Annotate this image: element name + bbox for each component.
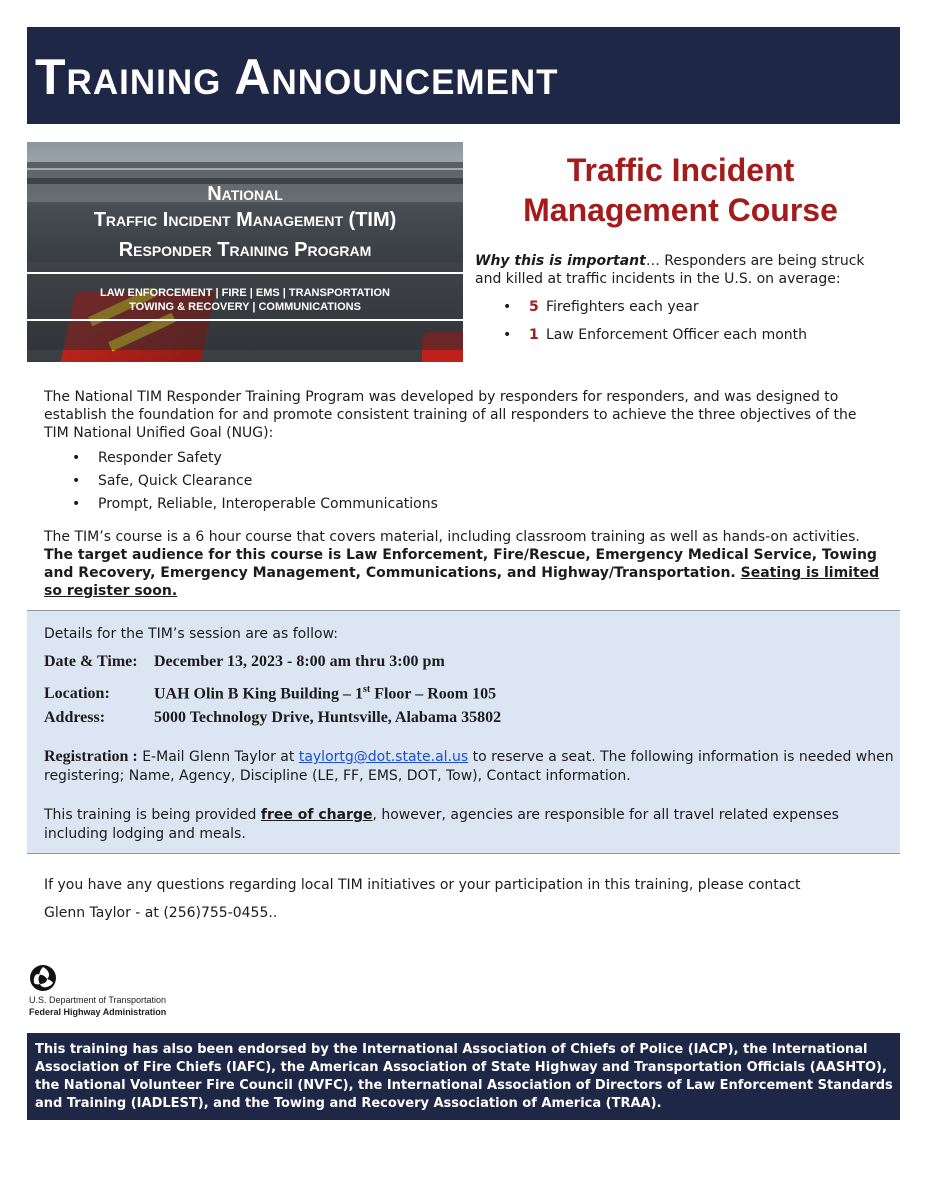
bullet: • — [72, 450, 81, 466]
hero-heading-line2: Traffic Incident Management (TIM) — [93, 209, 397, 231]
bullet: • — [503, 327, 512, 343]
registration-text-rest: to reserve a seat. The following information is needed when registering; Name, Agency, Discipline (LE, FF, EMS, DOT, Tow), Contact information. — [44, 749, 894, 784]
registration-label: Registration : — [44, 748, 138, 765]
hero-disciplines-line2: TOWING & RECOVERY | COMMUNICATIONS — [129, 301, 361, 313]
location-superscript: st — [362, 684, 371, 695]
location-value: UAH Olin B King Building – 1 — [154, 685, 363, 703]
bullet: • — [72, 473, 81, 489]
address-label: Address: — [44, 709, 106, 726]
contact-line2: Glenn Taylor - at (256)755-0455.. — [44, 905, 278, 921]
detail-location-row — [44, 680, 496, 704]
intro-paragraph: The National TIM Responder Training Program was developed by responders for responders, and was designed to establish the foundation for and promote consistent training of all responders to achieve the three objectives of the TIM National Unified Goal (NUG): — [44, 389, 857, 441]
why-important-paragraph — [475, 252, 895, 288]
why-important-text: … Responders are being struck and killed at traffic incidents in the U.S. on average: — [475, 253, 865, 287]
details-intro: Details for the TIM’s session are as follow: — [44, 626, 338, 642]
detail-address-row — [44, 708, 501, 728]
date-label: Date & Time: — [44, 653, 138, 670]
hero-divider — [27, 319, 463, 321]
cost-text-rest: , however, agencies are responsible for all travel related expenses including lodging and meals. — [44, 807, 839, 842]
registration-text: E-Mail Glenn Taylor at — [137, 749, 299, 765]
hero-image — [27, 142, 463, 362]
cost-paragraph — [44, 806, 894, 844]
course-title-line1: Traffic Incident — [566, 152, 795, 188]
objective-text: Responder Safety — [98, 450, 222, 466]
address-value: 5000 Technology Drive, Huntsville, Alabama 35802 — [154, 709, 502, 726]
course-description: The TIM’s course is a 6 hour course that covers material, including classroom training as well as hands-on activities. — [44, 529, 860, 545]
stat-row — [503, 298, 699, 316]
dot-department-name: U.S. Department of Transportation — [29, 995, 167, 1005]
why-important-label: Why this is important — [475, 253, 646, 269]
objective-item — [72, 449, 222, 467]
detail-date-row — [44, 652, 445, 672]
endorsement-footer — [27, 1033, 900, 1120]
objective-text: Safe, Quick Clearance — [98, 473, 253, 489]
stat-number: 1 — [529, 327, 539, 343]
location-value-rest: Floor – Room 105 — [370, 685, 497, 703]
hero-divider — [27, 272, 463, 274]
hero-heading-line1: National — [207, 183, 283, 205]
course-title — [478, 150, 883, 230]
endorsement-text: This training has also been endorsed by the International Association of Chiefs of Police (IACP), the International Association of Fire Chiefs (IAFC), the American Association of State Highway and Transportation Officials (AASHTO), the National Volunteer Fire Council (NVFC), the International Association of Directors of Law Enforcement Standards and Training (IADLEST), and the Towing and Recovery Association of America (TRAA). — [35, 1042, 893, 1111]
course-paragraph — [44, 528, 889, 600]
objective-item — [72, 495, 438, 513]
course-title-line2: Management Course — [523, 192, 838, 228]
date-value: December 13, 2023 - 8:00 am thru 3:00 pm — [154, 653, 445, 670]
stat-number: 5 — [529, 299, 539, 315]
bullet: • — [72, 496, 81, 512]
dot-triskelion-icon — [29, 964, 57, 992]
registration-email-link[interactable]: taylortg@dot.state.al.us — [298, 749, 469, 765]
hero-disciplines-line1: LAW ENFORCEMENT | FIRE | EMS | TRANSPORTATION — [100, 287, 390, 299]
stat-text: Firefighters each year — [546, 299, 699, 315]
stat-row — [503, 326, 807, 344]
seating-notice: Seating is limited so register soon. — [44, 565, 880, 599]
header-banner — [27, 27, 900, 124]
objective-text: Prompt, Reliable, Interoperable Communications — [98, 496, 438, 512]
location-label: Location: — [44, 685, 110, 703]
registration-paragraph — [44, 747, 894, 786]
contact-line1: If you have any questions regarding local TIM initiatives or your participation in this training, please contact — [44, 877, 801, 893]
bullet: • — [503, 299, 512, 315]
fhwa-name: Federal Highway Administration — [29, 1007, 167, 1017]
cost-text: This training is being provided — [44, 807, 261, 823]
page-title: Training Announcement — [35, 49, 559, 105]
hero-heading-line3: Responder Training Program — [118, 239, 372, 261]
stat-text: Law Enforcement Officer each month — [546, 327, 808, 343]
hero-overpass — [27, 162, 463, 168]
target-audience: The target audience for this course is Law Enforcement, Fire/Rescue, Emergency Medical Service, Towing and Recovery, Emergency Management, Communications, and Highway/Transportation. — [44, 547, 877, 581]
free-of-charge: free of charge — [260, 807, 373, 823]
objective-item — [72, 472, 252, 490]
